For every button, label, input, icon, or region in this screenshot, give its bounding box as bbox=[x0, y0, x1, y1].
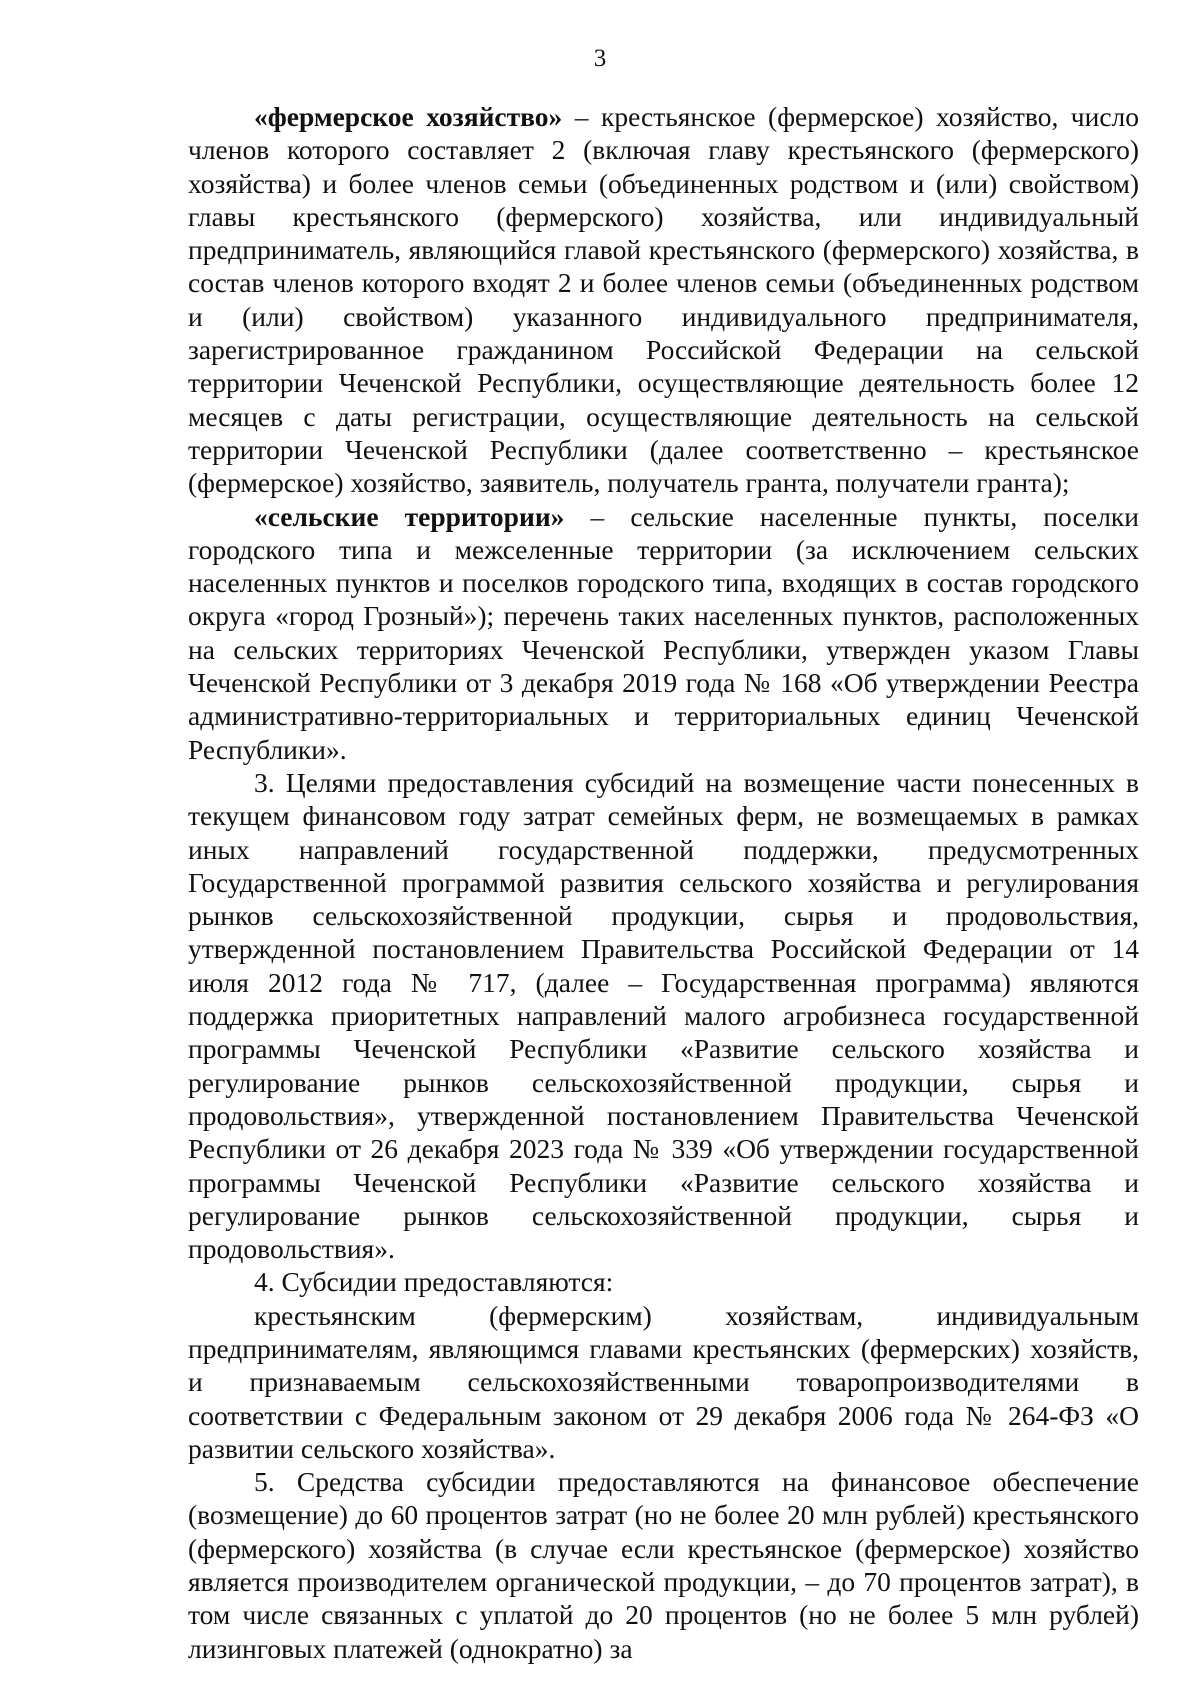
paragraph-item-4-heading: 4. Субсидии предоставляются: bbox=[254, 1266, 614, 1298]
term-rural: «сельские территории» bbox=[254, 500, 565, 532]
definition-farm-text: – крестьянское (фермерское) хозяйство, число членов которого составляет 2 (включая главу крестьянского (фермерского) хозяйства) и более членов семьи (объединенных родством и (или) свойством) главы крестьянского (фермерского) хозяйства, или индивидуальный предприниматель, являющийся главой крестьянского (фермерского) хозяйства, в состав членов которого входят 2 и более членов семьи (объединенных родством и (или) свойством) указанного индивидуального предпринимателя, зарегистрированное гражданином Российской Федерации на сельской территории Чеченской Республики, осуществляющие деятельность более 12 месяцев с даты регистрации, осуществляющие деятельность на сельской территории Чеченской Республики (далее соответственно – крестьянское (фермерское) хозяйство, заявитель, получатель гранта, получатели гранта); bbox=[188, 101, 1140, 499]
paragraph-item-5: 5. Средства субсидии предоставляются на финансовое обеспечение (возмещение) до 60 процентов затрат (но не более 20 млн рублей) крестьянского (фермерского) хозяйства (в случае если крестьянское (фермерское) хозяйство является производителем органической продукции, – до 70 процентов затрат), в том числе связанных с уплатой до 20 процентов (но не более 5 млн рублей) лизинговых платежей (однократно) за bbox=[188, 1466, 1139, 1664]
paragraph-item-4-text: крестьянским (фермерским) хозяйствам, индивидуальным предпринимателям, являющимся главами крестьянских (фермерских) хозяйств, и признаваемым сельскохозяйственными товаропроизводителями в соответствии с Федеральным законом от 29 декабря 2006 года № 264-ФЗ «О развитии сельского хозяйства». bbox=[188, 1299, 1139, 1464]
definition-rural-text: – сельские населенные пункты, поселки городского типа и межселенные территории (за исключением сельских населенных пунктов и поселков городского типа, входящих в состав городского округа «город Грозный»); перечень таких населенных пунктов, расположенных на сельских территориях Чеченской Республики, утвержден указом Главы Чеченской Республики от 3 декабря 2019 года № 168 «Об утверждении Реестра административно-территориальных и территориальных единиц Чеченской Республики». bbox=[188, 500, 1139, 765]
page-number: 3 bbox=[593, 45, 607, 72]
term-farm: «фермерское хозяйство» bbox=[254, 101, 563, 132]
paragraph-item-3: 3. Целями предоставления субсидий на возмещение части понесенных в текущем финансовом году затрат семейных ферм, не возмещаемых в рамках иных направлений государственной поддержки, предусмотренных Государственной программой развития сельского хозяйства и регулирования рынков сельскохозяйственной продукции, сырья и продовольствия, утвержденной постановлением Правительства Российской Федерации от 14 июля 2012 года № 717, (далее – Государственная программа) являются поддержка приоритетных направлений малого агробизнеса государственной программы Чеченской Республики «Развитие сельского хозяйства и регулирование рынков сельскохозяйственной продукции, сырья и продовольствия», утвержденной постановлением Правительства Чеченской Республики от 26 декабря 2023 года № 339 «Об утверждении государственной программы Чеченской Республики «Развитие сельского хозяйства и регулирование рынков сельскохозяйственной продукции, сырья и продовольствия». bbox=[188, 766, 1139, 1265]
paragraph-rural-definition bbox=[188, 500, 1139, 766]
document-body bbox=[188, 100, 1139, 1665]
paragraph-farm-definition bbox=[188, 100, 1139, 500]
